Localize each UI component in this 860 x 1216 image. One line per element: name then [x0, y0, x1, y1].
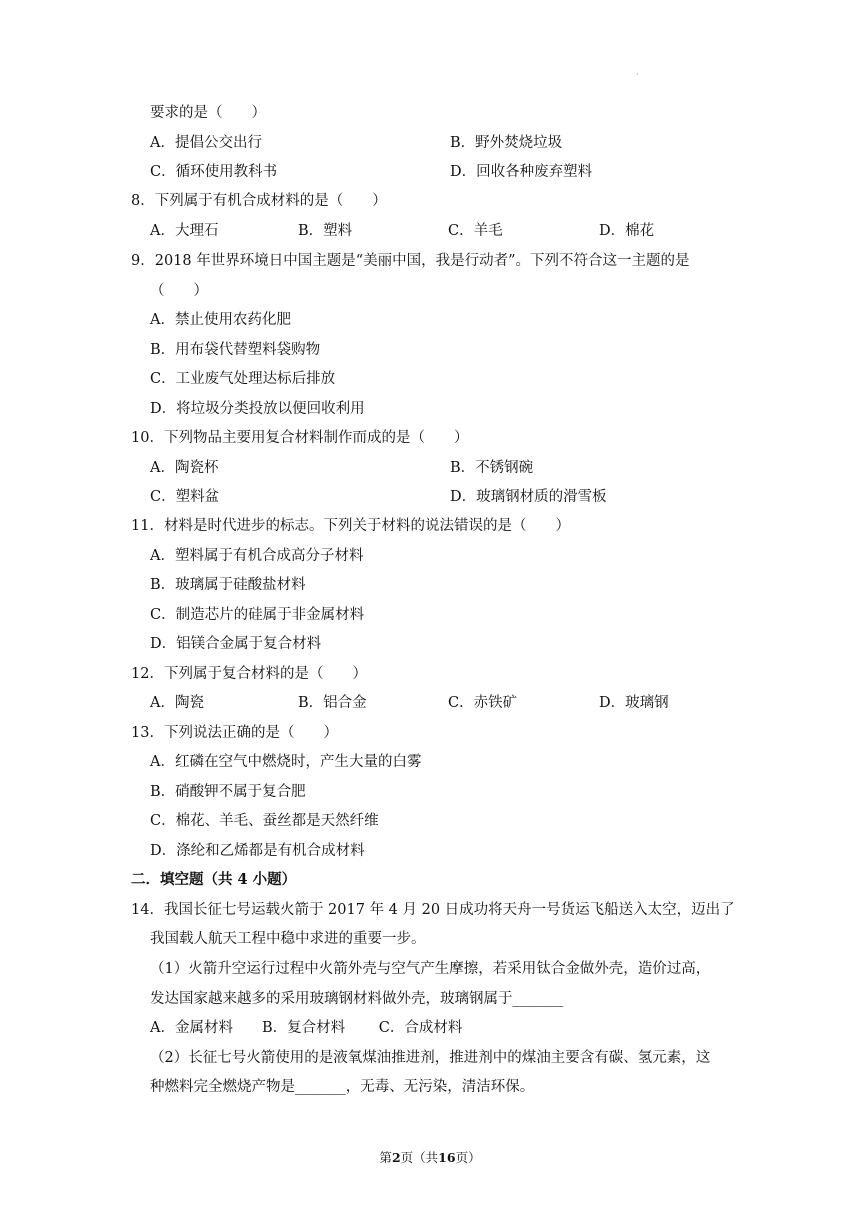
q9-option-b: B．用布袋代替塑料袋购物 [150, 342, 321, 358]
q9-option-c: C．工业废气处理达标后排放 [150, 371, 336, 387]
q8-option-a: A．大理石 [150, 223, 219, 239]
q7-option-b: B．野外焚烧垃圾 [450, 135, 563, 151]
q11-option-b: B．玻璃属于硅酸盐材料 [150, 577, 306, 593]
q11-option-c: C．制造芯片的硅属于非金属材料 [150, 607, 365, 623]
q14-part2-line1: （2）长征七号火箭使用的是液氧煤油推进剂，推进剂中的煤油主要含有碳、氢元素，这 [150, 1050, 711, 1066]
q7-option-a: A．提倡公交出行 [150, 135, 262, 151]
q11-option-a: A．塑料属于有机合成高分子材料 [150, 548, 364, 564]
page-footer [0, 1148, 860, 1166]
footer-total-pages: 16 [438, 1150, 456, 1165]
q7-option-d: D．回收各种废弃塑料 [450, 164, 593, 180]
q14-stem: 14．我国长征七号运载火箭于 2017 年 4 月 20 日成功将天舟一号货运飞船送入太空，迈出了 [131, 902, 735, 918]
q12-option-a: A．陶瓷 [150, 695, 204, 711]
q10-option-d: D．玻璃钢材质的滑雪板 [450, 489, 607, 505]
q13-option-c: C．棉花、羊毛、蚕丝都是天然纤维 [150, 813, 379, 829]
q7-option-c: C．循环使用教科书 [150, 164, 278, 180]
q9-stem: 9．2018 年世界环境日中国主题是“美丽中国，我是行动者”。下列不符合这一主题的是 [131, 253, 690, 269]
q10-option-a: A．陶瓷杯 [150, 460, 219, 476]
q9-option-d: D．将垃圾分类投放以便回收利用 [150, 401, 365, 417]
q14-part1-line2: 发达国家越来越多的采用玻璃钢材料做外壳，玻璃钢属于_______ [150, 991, 564, 1007]
q13-stem: 13．下列说法正确的是（ ） [131, 725, 338, 741]
footer-suffix: 页） [455, 1150, 481, 1165]
footer-mid: 页（共 [400, 1150, 439, 1165]
q14-part2-line2: 种燃料完全燃烧产物是_______，无毒、无污染，清洁环保。 [150, 1079, 535, 1095]
q7-stem-tail: 要求的是（ ） [150, 105, 266, 121]
q8-option-d: D．棉花 [599, 223, 655, 239]
q12-option-d: D．玻璃钢 [599, 695, 669, 711]
footer-page-number: 2 [391, 1150, 401, 1165]
page-mark: · [636, 70, 639, 79]
q13-option-b: B．硝酸钾不属于复合肥 [150, 784, 306, 800]
q11-stem: 11．材料是时代进步的标志。下列关于材料的说法错误的是（ ） [131, 518, 570, 534]
section-heading: 二．填空题（共 4 小题） [131, 871, 297, 888]
q8-stem: 8．下列属于有机合成材料的是（ ） [131, 193, 387, 209]
q10-option-c: C．塑料盆 [150, 489, 220, 505]
q14-part1-line1: （1）火箭升空运行过程中火箭外壳与空气产生摩擦，若采用钛合金做外壳，造价过高， [150, 961, 711, 977]
q11-option-d: D．铝镁合金属于复合材料 [150, 636, 322, 652]
q9-stem-cont: （ ） [150, 283, 208, 299]
q10-option-b: B．不锈钢碗 [450, 460, 534, 476]
q9-option-a: A．禁止使用农药化肥 [150, 312, 291, 328]
q12-stem: 12．下列属于复合材料的是（ ） [131, 666, 367, 682]
q14-part1-options: A．金属材料 B．复合材料 C．合成材料 [150, 1020, 463, 1036]
q13-option-d: D．涤纶和乙烯都是有机合成材料 [150, 843, 365, 859]
q12-option-b: B．铝合金 [298, 695, 367, 711]
q8-option-b: B．塑料 [298, 223, 353, 239]
q12-option-c: C．赤铁矿 [448, 695, 518, 711]
q14-stem-cont: 我国载人航天工程中稳中求进的重要一步。 [150, 931, 426, 947]
q10-stem: 10．下列物品主要用复合材料制作而成的是（ ） [131, 430, 469, 446]
footer-prefix: 第 [379, 1150, 392, 1165]
q8-option-c: C．羊毛 [448, 223, 503, 239]
q13-option-a: A．红磷在空气中燃烧时，产生大量的白雾 [150, 754, 422, 770]
